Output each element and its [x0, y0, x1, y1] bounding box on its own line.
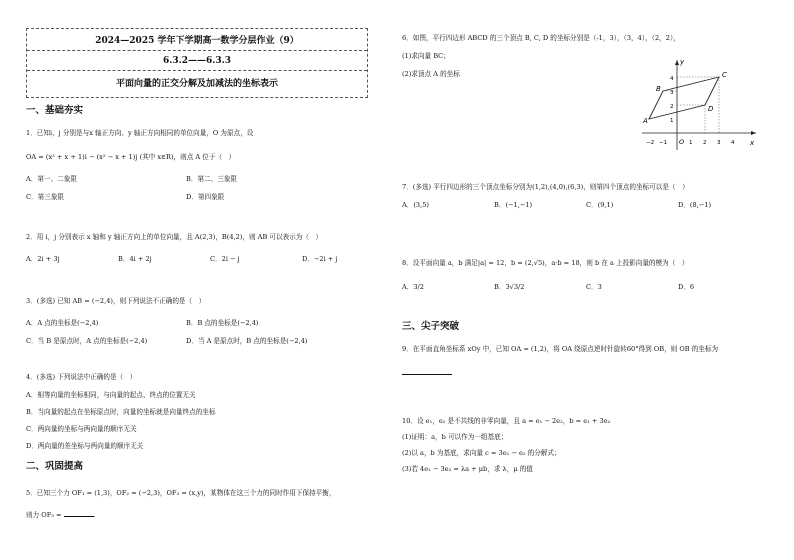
section-heading-advanced: 三、尖子突破: [402, 321, 460, 332]
section-heading-basic: 一、基础夯实: [26, 105, 84, 116]
question-10-part-1: (1)证明：a，b 可以作为一组基底；: [402, 433, 508, 441]
q8-option-d: D．6: [678, 283, 695, 291]
question-6-stem: 6．如图，平行四边形 ABCD 的三个顶点 B, C, D 的坐标分别是（-1，3），（3，4），（2，2），: [402, 34, 680, 42]
section-range: 6.3.2——6.3.3: [27, 50, 367, 70]
question-4-stem: 4．(多选) 下列说法中正确的是（ ）: [26, 373, 137, 381]
question-7-options: [402, 200, 711, 210]
y-axis-label: y: [680, 58, 685, 66]
section-heading-consolidate: 二、巩固提高: [26, 461, 84, 472]
y-tick-labels: [670, 76, 674, 124]
q5-answer-blank[interactable]: [64, 510, 94, 517]
x-tick-neg2: −2: [646, 140, 655, 146]
question-10-part-2: (2)以 a，b 为基底，求向量 c = 3e₁ − e₂ 的分解式；: [402, 449, 561, 457]
q8-option-a: A．3/2: [402, 283, 424, 291]
question-1-line-2: OA = (x² + x + 1)i − (x² − x + 1)j (其中 x∈R)，则点 A 位于（ ）: [26, 153, 236, 161]
question-5-line-1: 5．已知三个力 OF₁ = (1,3)，OF₂ = (−2,3)，OF₃ = (x,y)，某物体在这三个力的同时作用下保持平衡，: [26, 489, 336, 497]
point-a-label: A: [643, 117, 648, 125]
question-3-options-row-2: [26, 336, 307, 346]
worksheet-subtitle: 平面向量的正交分解及加减法的坐标表示: [27, 70, 367, 97]
header-box: [26, 28, 368, 98]
y-tick-2: 2: [670, 104, 674, 110]
origin-label: O: [679, 138, 685, 146]
q7-option-c: C．(9,1): [586, 201, 614, 209]
x-tick-neg1: −1: [659, 140, 668, 146]
question-10-part-3: (3)若 4e₁ − 3e₂ = λa + μb，求 λ，μ 的值: [402, 465, 533, 473]
question-3-stem: 3．(多选) 已知 AB = (−2,4)，则下列说法不正确的是（ ）: [26, 297, 206, 305]
q2-option-c: C．2i − j: [210, 255, 240, 263]
parallelogram-figure: [640, 56, 760, 152]
q2-option-a: A．2i + 3j: [26, 255, 60, 263]
q7-option-a: A．(3,5): [402, 201, 429, 209]
question-6-part-2: (2)求顶点 A 的坐标: [402, 70, 460, 78]
q8-option-c: C．3: [586, 283, 602, 291]
x-axis-label: x: [750, 139, 755, 147]
x-axis-arrow-icon: [751, 131, 756, 135]
y-axis-arrow-icon: [675, 60, 679, 65]
q1-option-c: C．第三象限: [26, 193, 65, 201]
question-9-line-1: 9．在平面直角坐标系 xOy 中，已知 OA = (1,2)，将 OA 绕原点逆时针旋转60°得到 OB，则 OB 的坐标为: [402, 345, 719, 353]
question-3-options-row-1: [26, 318, 259, 328]
q1-option-b: B．第二、三象限: [186, 175, 238, 183]
q4-option-b: B．当向量的起点在坐标原点时，向量的坐标就是向量终点的坐标: [26, 408, 216, 416]
point-c-label: C: [722, 71, 727, 79]
question-1-options-row-1: [26, 174, 237, 184]
q3-option-c: C．当 B 是原点时，A 点的坐标是(−2,4): [26, 337, 148, 345]
question-2-options: [26, 254, 337, 264]
point-d-label: D: [708, 105, 714, 113]
left-column: [26, 28, 374, 98]
question-1-options-row-2: [26, 192, 224, 202]
question-7-stem: 7．(多选) 平行四边形的三个顶点坐标分别为(1,2),(4,0),(6,3)，则第四个顶点的坐标可以是（ ）: [402, 183, 689, 191]
y-tick-3: 3: [670, 90, 674, 96]
q3-option-a: A．A 点的坐标是(−2,4): [26, 319, 99, 327]
question-8-stem: 8．设平面向量 a，b 满足|a| = 12，b = (2,√5)，a·b = 18，则 b 在 a 上投影向量的模为（ ）: [402, 259, 689, 267]
q2-option-d: D．−2i + j: [302, 255, 338, 263]
question-5-line-2: [26, 510, 96, 520]
q8-option-b: B．3√3/2: [494, 283, 525, 291]
x-tick-2: 2: [703, 140, 707, 146]
question-9-line-2: [402, 368, 452, 378]
q7-option-d: D．(8,−1): [678, 201, 712, 209]
question-2-stem: 2．用 i，j 分别表示 x 轴和 y 轴正方向上的单位向量，且 A(2,3)，B(4,2)，则 AB 可以表示为（ ）: [26, 233, 323, 241]
q3-option-b: B．B 点的坐标是(−2,4): [186, 319, 259, 327]
q5-period: .: [93, 511, 96, 519]
x-tick-labels: [646, 140, 735, 146]
q9-answer-blank[interactable]: [402, 368, 452, 375]
q3-option-d: D．当 A 是原点时，B 点的坐标是(−2,4): [186, 337, 308, 345]
q5-answer-prefix: 则力 OF₃ =: [26, 511, 62, 519]
question-10-stem: 10．设 e₁，e₂ 是不共线的非零向量，且 a = e₁ − 2e₂，b = e₁ + 3e₂: [402, 417, 611, 425]
x-tick-4: 4: [731, 140, 735, 146]
question-1-line-1: 1．已知i，j 分别是与x 轴正方向、y 轴正方向相同的单位向量，O 为原点，设: [26, 129, 254, 137]
question-6-part-1: (1)求向量 BC；: [402, 52, 450, 60]
q2-option-b: B．4i + 2j: [118, 255, 152, 263]
q4-option-a: A．相等向量的坐标相同，与向量的起点、终点的位置无关: [26, 391, 196, 399]
point-b-label: B: [656, 85, 661, 93]
q4-option-c: C．两向量的坐标与两向量的顺序无关: [26, 425, 137, 433]
y-tick-1: 1: [670, 118, 674, 124]
q7-option-b: B．(−1,−1): [494, 201, 533, 209]
x-tick-3: 3: [717, 140, 721, 146]
x-tick-1: 1: [689, 140, 693, 146]
q4-option-d: D．两向量的差坐标与两向量的顺序无关: [26, 442, 144, 450]
worksheet-title: 2024—2025 学年下学期高一数学分层作业（9）: [95, 36, 299, 46]
question-8-options: [402, 282, 694, 292]
y-tick-4: 4: [670, 76, 674, 82]
q1-option-d: D．第四象限: [186, 193, 225, 201]
q1-option-a: A．第一、二象限: [26, 175, 77, 183]
